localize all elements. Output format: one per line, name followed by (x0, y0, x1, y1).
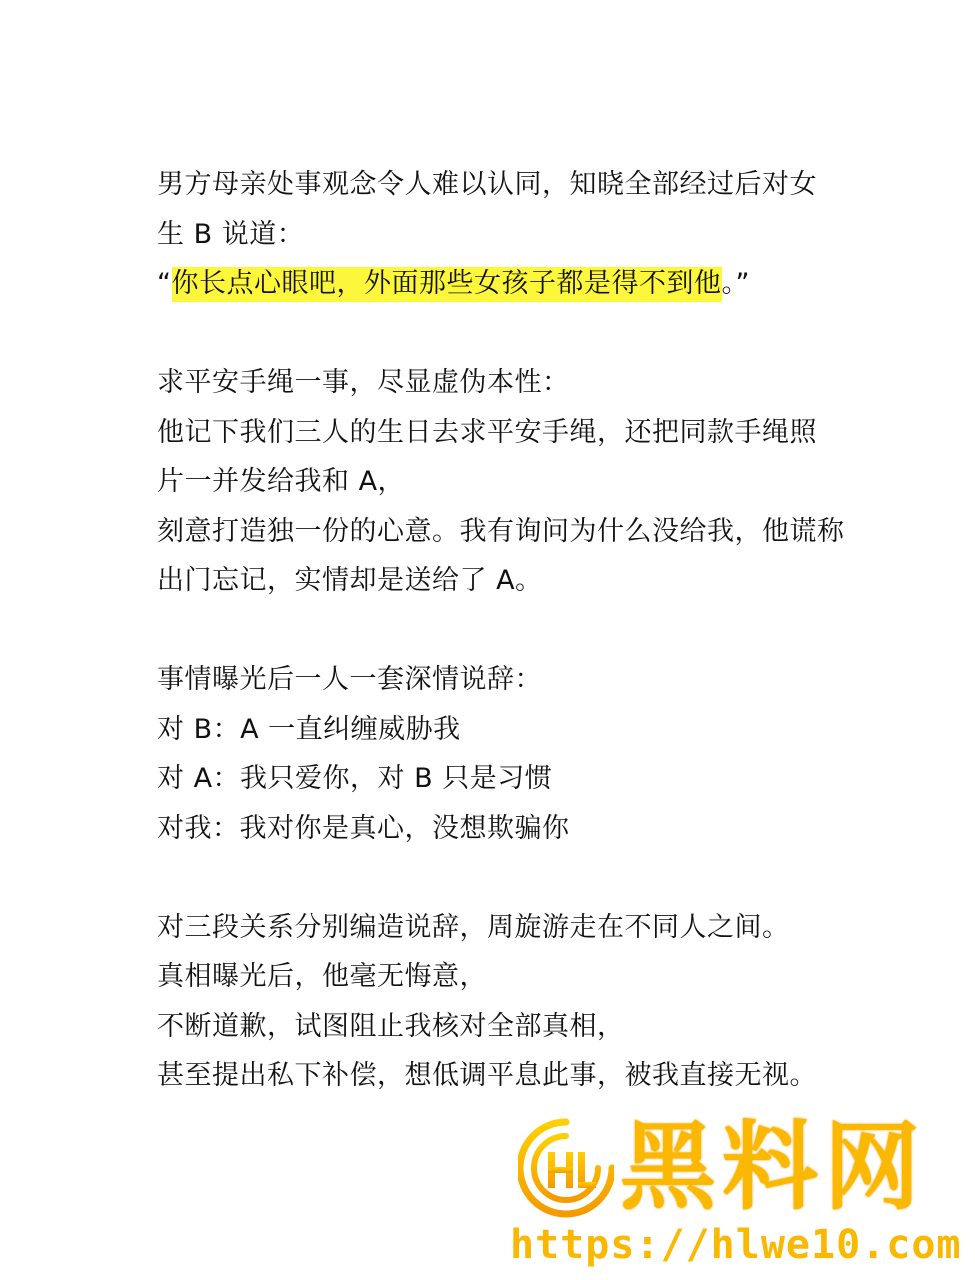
site-watermark (510, 1112, 970, 1272)
watermark-url[interactable]: https://hlwe10.com (510, 1222, 962, 1268)
article-body (157, 160, 845, 1101)
text-line: 真相曝光后，他毫无悔意， (157, 961, 487, 992)
text-line: 生 B 说道： (157, 218, 305, 250)
hl-shield-logo-icon (518, 1118, 614, 1222)
quote-close-mark: 。” (721, 268, 750, 299)
text-line: 对我：我对你是真心，没想欺骗你 (157, 812, 570, 844)
text-line: 事情曝光后一人一套深情说辞： (157, 664, 542, 695)
text-line: 不断道歉，试图阻止我核对全部真相， (157, 1010, 625, 1042)
text-line: 对 A：我只爱你，对 B 只是习惯 (157, 763, 553, 794)
text-line: 出门忘记，实情却是送给了 A。 (157, 565, 543, 596)
text-line: 求平安手绳一事，尽显虚伪本性： (157, 367, 570, 398)
paragraph-gap (157, 606, 837, 656)
text-line: 他记下我们三人的生日去求平安手绳，还把同款手绳照 (157, 416, 817, 448)
text-line: 对三段关系分别编造说辞，周旋游走在不同人之间。 (157, 911, 790, 943)
highlighted-quote: 你长点心眼吧，外面那些女孩子都是得不到他 (172, 267, 722, 302)
quote-open-mark: “ (157, 268, 172, 299)
text-line: 男方母亲处事观念令人难以认同，知晓全部经过后对女 (157, 169, 817, 200)
quote-line (157, 259, 837, 309)
text-line: 片一并发给我和 A， (157, 466, 406, 497)
text-line: 对 B：A 一直纠缠威胁我 (157, 713, 461, 745)
paragraph-gap (157, 309, 837, 359)
text-line: 甚至提出私下补偿，想低调平息此事，被我直接无视。 (157, 1060, 817, 1091)
paragraph-gap (157, 853, 837, 903)
watermark-title: 黑料网 (620, 1111, 926, 1223)
text-line: 刻意打造独一份的心意。我有询问为什么没给我，他谎称 (157, 515, 845, 547)
